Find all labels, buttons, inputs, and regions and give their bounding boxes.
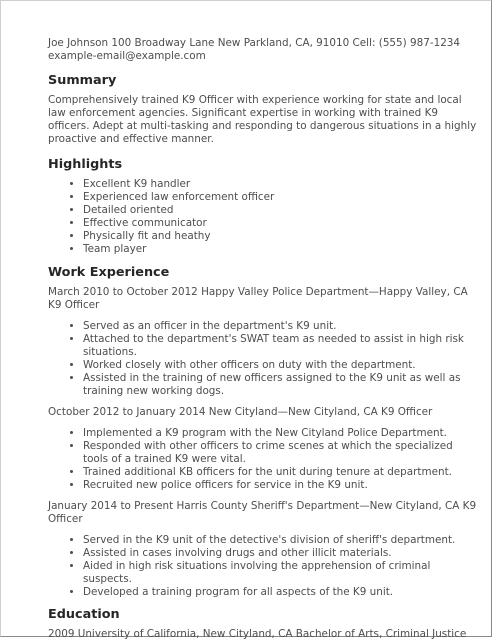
list-item: • Trained additional KB officers for the unit during tenure at department. [83,466,478,479]
list-item: • Excellent K9 handler [83,178,478,191]
summary-heading: Summary [48,73,117,88]
list-item: • Physically fit and heathy [83,230,478,243]
list-item: • Responded with other officers to crime scenes at which the specialized tools of a trained K9 were vital. [83,440,478,466]
list-item: • Worked closely with other officers on duty with the department. [83,359,478,372]
job-duties-list [48,427,478,492]
list-item: • Aided in high risk situations involving the apprehension of criminal suspects. [83,560,478,586]
education-text: 2009 University of California, New Cityland, CA Bachelor of Arts, Criminal Justice [48,628,467,640]
list-item: • Served as an officer in the department's K9 unit. [83,320,478,333]
list-item: • Attached to the department's SWAT team as needed to assist in high risk situations. [83,333,478,359]
list-item: • Detailed oriented [83,204,478,217]
list-item: • Developed a training program for all aspects of the K9 unit. [83,586,478,599]
job-line: January 2014 to Present Harris County Sheriff's Department—New Cityland, CA K9 Officer [48,500,477,525]
list-item: • Assisted in the training of new officers assigned to the K9 unit as well as training new working dogs. [83,372,478,398]
work-experience-heading: Work Experience [48,265,170,280]
job-line: October 2012 to January 2014 New Cityland—New Cityland, CA K9 Officer [48,406,433,418]
list-item: • Recruited new police officers for service in the K9 unit. [83,479,478,492]
list-item: • Team player [83,243,478,256]
list-item: • Implemented a K9 program with the New Cityland Police Department. [83,427,478,440]
list-item: • Assisted in cases involving drugs and other illicit materials. [83,547,478,560]
education-heading: Education [48,607,120,622]
list-item: • Effective communicator [83,217,478,230]
contact-info: Joe Johnson 100 Broadway Lane New Parkland, CA, 91010 Cell: (555) 987-1234 example-email@example.com [48,37,461,62]
highlights-heading: Highlights [48,157,123,172]
list-item: • Experienced law enforcement officer [83,191,478,204]
highlights-list [48,178,478,256]
job-duties-list [48,320,478,398]
job-duties-list [48,534,478,599]
job-line: March 2010 to October 2012 Happy Valley Police Department—Happy Valley, CA K9 Officer [48,286,468,311]
summary-text: Comprehensively trained K9 Officer with experience working for state and local law enforcement agencies. Significant expertise in working with trained K9 officers. Adept at multi-tasking and responding to dangerous situations in a highly proactive and effective manner. [48,94,477,145]
list-item: • Served in the K9 unit of the detective's division of sheriff's department. [83,534,478,547]
resume-content [48,37,478,641]
